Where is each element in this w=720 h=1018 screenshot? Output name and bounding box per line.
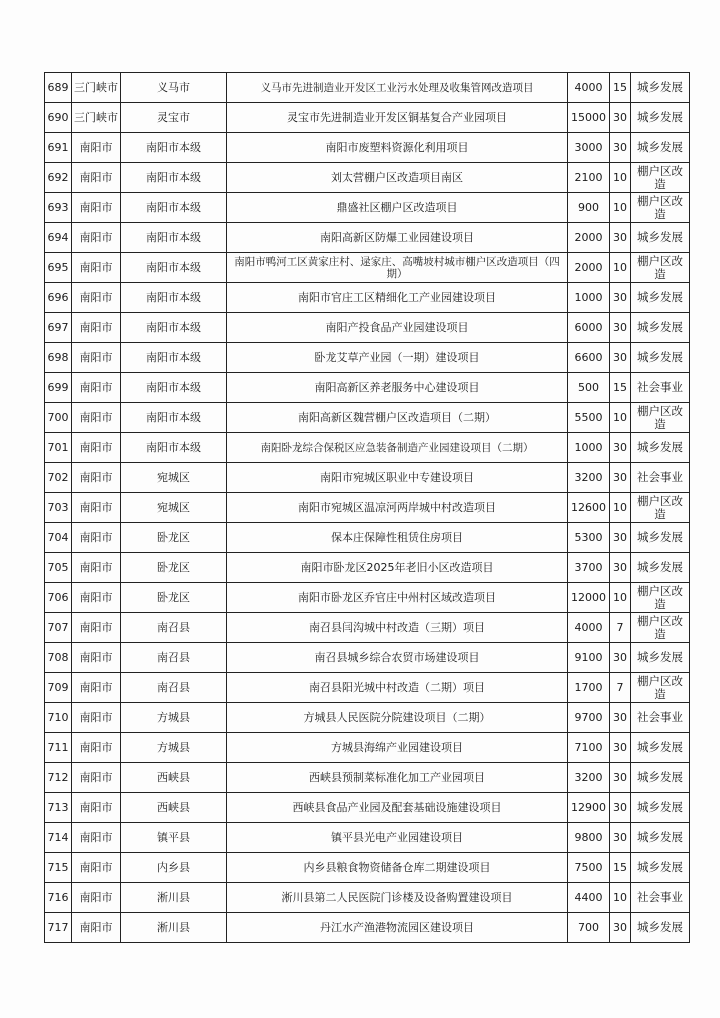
table-row: [45, 703, 690, 733]
city-cell: 南阳市: [72, 493, 121, 523]
city-cell: 南阳市: [72, 703, 121, 733]
term-years-cell: 30: [610, 703, 631, 733]
category-cell: 社会事业: [631, 463, 690, 493]
city-cell: 南阳市: [72, 403, 121, 433]
city-cell: 南阳市: [72, 313, 121, 343]
term-years-cell: 10: [610, 193, 631, 223]
table-row: [45, 793, 690, 823]
table-row: [45, 193, 690, 223]
project-name-cell: 南阳市卧龙区2025年老旧小区改造项目: [227, 553, 568, 583]
term-years-cell: 10: [610, 493, 631, 523]
city-cell: 南阳市: [72, 823, 121, 853]
category-cell: 社会事业: [631, 883, 690, 913]
term-years-cell: 15: [610, 373, 631, 403]
amount-cell: 7100: [568, 733, 610, 763]
project-name-cell: 南阳高新区魏营棚户区改造项目（二期）: [227, 403, 568, 433]
table-row: [45, 463, 690, 493]
city-cell: 南阳市: [72, 523, 121, 553]
category-cell: 城乡发展: [631, 763, 690, 793]
category-cell: 城乡发展: [631, 133, 690, 163]
project-name-cell: 南阳市鸭河工区黄家庄村、逯家庄、高嘴坡村城市棚户区改造项目（四期）: [227, 253, 568, 283]
term-years-cell: 10: [610, 883, 631, 913]
city-cell: 南阳市: [72, 733, 121, 763]
project-name-cell: 卧龙艾草产业园（一期）建设项目: [227, 343, 568, 373]
term-years-cell: 7: [610, 673, 631, 703]
row-number-cell: 692: [45, 163, 72, 193]
amount-cell: 12000: [568, 583, 610, 613]
city-cell: 南阳市: [72, 463, 121, 493]
project-name-cell: 内乡县粮食物资储备仓库二期建设项目: [227, 853, 568, 883]
amount-cell: 700: [568, 913, 610, 943]
project-name-cell: 灵宝市先进制造业开发区铜基复合产业园项目: [227, 103, 568, 133]
district-cell: 南召县: [121, 613, 227, 643]
table-row: [45, 493, 690, 523]
project-name-cell: 南召县阳光城中村改造（二期）项目: [227, 673, 568, 703]
category-cell: 城乡发展: [631, 913, 690, 943]
district-cell: 南召县: [121, 673, 227, 703]
district-cell: 南阳市本级: [121, 403, 227, 433]
project-name-cell: 南阳卧龙综合保税区应急装备制造产业园建设项目（二期）: [227, 433, 568, 463]
category-cell: 棚户区改造: [631, 253, 690, 283]
project-table-body: [45, 73, 690, 943]
row-number-cell: 708: [45, 643, 72, 673]
category-cell: 棚户区改造: [631, 613, 690, 643]
project-name-cell: 义马市先进制造业开发区工业污水处理及收集管网改造项目: [227, 73, 568, 103]
district-cell: 南阳市本级: [121, 223, 227, 253]
category-cell: 城乡发展: [631, 523, 690, 553]
project-name-cell: 南阳产投食品产业园建设项目: [227, 313, 568, 343]
term-years-cell: 10: [610, 163, 631, 193]
city-cell: 南阳市: [72, 343, 121, 373]
table-row: [45, 343, 690, 373]
city-cell: 南阳市: [72, 163, 121, 193]
row-number-cell: 689: [45, 73, 72, 103]
term-years-cell: 7: [610, 613, 631, 643]
district-cell: 南阳市本级: [121, 133, 227, 163]
table-row: [45, 913, 690, 943]
project-name-cell: 南阳市宛城区职业中专建设项目: [227, 463, 568, 493]
row-number-cell: 714: [45, 823, 72, 853]
table-row: [45, 163, 690, 193]
amount-cell: 900: [568, 193, 610, 223]
row-number-cell: 709: [45, 673, 72, 703]
category-cell: 棚户区改造: [631, 673, 690, 703]
amount-cell: 3200: [568, 763, 610, 793]
district-cell: 义马市: [121, 73, 227, 103]
city-cell: 南阳市: [72, 193, 121, 223]
project-name-cell: 鼎盛社区棚户区改造项目: [227, 193, 568, 223]
row-number-cell: 706: [45, 583, 72, 613]
amount-cell: 3200: [568, 463, 610, 493]
row-number-cell: 712: [45, 763, 72, 793]
amount-cell: 4400: [568, 883, 610, 913]
project-name-cell: 丹江水产渔港物流园区建设项目: [227, 913, 568, 943]
row-number-cell: 696: [45, 283, 72, 313]
amount-cell: 2100: [568, 163, 610, 193]
category-cell: 棚户区改造: [631, 403, 690, 433]
project-name-cell: 方城县人民医院分院建设项目（二期）: [227, 703, 568, 733]
project-name-cell: 南阳市宛城区温凉河两岸城中村改造项目: [227, 493, 568, 523]
district-cell: 南阳市本级: [121, 283, 227, 313]
city-cell: 南阳市: [72, 583, 121, 613]
district-cell: 卧龙区: [121, 523, 227, 553]
category-cell: 城乡发展: [631, 313, 690, 343]
district-cell: 南阳市本级: [121, 373, 227, 403]
term-years-cell: 10: [610, 583, 631, 613]
amount-cell: 1700: [568, 673, 610, 703]
row-number-cell: 691: [45, 133, 72, 163]
district-cell: 镇平县: [121, 823, 227, 853]
table-row: [45, 853, 690, 883]
project-name-cell: 保本庄保障性租赁住房项目: [227, 523, 568, 553]
project-name-cell: 南召县城乡综合农贸市场建设项目: [227, 643, 568, 673]
project-name-cell: 南召县闫沟城中村改造（三期）项目: [227, 613, 568, 643]
district-cell: 南阳市本级: [121, 193, 227, 223]
district-cell: 南召县: [121, 643, 227, 673]
district-cell: 南阳市本级: [121, 163, 227, 193]
table-row: [45, 433, 690, 463]
project-name-cell: 南阳市官庄工区精细化工产业园建设项目: [227, 283, 568, 313]
term-years-cell: 30: [610, 283, 631, 313]
amount-cell: 3000: [568, 133, 610, 163]
row-number-cell: 694: [45, 223, 72, 253]
district-cell: 西峡县: [121, 763, 227, 793]
district-cell: 南阳市本级: [121, 313, 227, 343]
city-cell: 南阳市: [72, 373, 121, 403]
city-cell: 南阳市: [72, 913, 121, 943]
term-years-cell: 10: [610, 253, 631, 283]
term-years-cell: 30: [610, 343, 631, 373]
category-cell: 城乡发展: [631, 283, 690, 313]
table-row: [45, 103, 690, 133]
amount-cell: 5500: [568, 403, 610, 433]
row-number-cell: 690: [45, 103, 72, 133]
district-cell: 卧龙区: [121, 553, 227, 583]
row-number-cell: 699: [45, 373, 72, 403]
term-years-cell: 30: [610, 103, 631, 133]
table-row: [45, 673, 690, 703]
table-row: [45, 613, 690, 643]
row-number-cell: 715: [45, 853, 72, 883]
city-cell: 南阳市: [72, 283, 121, 313]
row-number-cell: 695: [45, 253, 72, 283]
table-row: [45, 283, 690, 313]
project-name-cell: 西峡县食品产业园及配套基础设施建设项目: [227, 793, 568, 823]
amount-cell: 1000: [568, 433, 610, 463]
table-row: [45, 313, 690, 343]
category-cell: 城乡发展: [631, 433, 690, 463]
amount-cell: 4000: [568, 613, 610, 643]
row-number-cell: 710: [45, 703, 72, 733]
category-cell: 城乡发展: [631, 103, 690, 133]
amount-cell: 9800: [568, 823, 610, 853]
city-cell: 南阳市: [72, 613, 121, 643]
district-cell: 西峡县: [121, 793, 227, 823]
project-name-cell: 南阳市废塑料资源化利用项目: [227, 133, 568, 163]
term-years-cell: 30: [610, 913, 631, 943]
amount-cell: 7500: [568, 853, 610, 883]
row-number-cell: 701: [45, 433, 72, 463]
category-cell: 城乡发展: [631, 73, 690, 103]
category-cell: 棚户区改造: [631, 163, 690, 193]
project-name-cell: 镇平县光电产业园建设项目: [227, 823, 568, 853]
district-cell: 宛城区: [121, 493, 227, 523]
project-name-cell: 西峡县预制菜标准化加工产业园项目: [227, 763, 568, 793]
project-name-cell: 南阳高新区防爆工业园建设项目: [227, 223, 568, 253]
project-name-cell: 南阳高新区养老服务中心建设项目: [227, 373, 568, 403]
term-years-cell: 30: [610, 223, 631, 253]
row-number-cell: 704: [45, 523, 72, 553]
city-cell: 南阳市: [72, 133, 121, 163]
term-years-cell: 30: [610, 733, 631, 763]
row-number-cell: 703: [45, 493, 72, 523]
term-years-cell: 30: [610, 523, 631, 553]
row-number-cell: 700: [45, 403, 72, 433]
row-number-cell: 705: [45, 553, 72, 583]
term-years-cell: 30: [610, 643, 631, 673]
term-years-cell: 30: [610, 133, 631, 163]
amount-cell: 2000: [568, 223, 610, 253]
category-cell: 城乡发展: [631, 343, 690, 373]
project-name-cell: 方城县海绵产业园建设项目: [227, 733, 568, 763]
row-number-cell: 702: [45, 463, 72, 493]
amount-cell: 1000: [568, 283, 610, 313]
city-cell: 南阳市: [72, 253, 121, 283]
category-cell: 城乡发展: [631, 643, 690, 673]
amount-cell: 12600: [568, 493, 610, 523]
category-cell: 棚户区改造: [631, 493, 690, 523]
district-cell: 宛城区: [121, 463, 227, 493]
term-years-cell: 15: [610, 73, 631, 103]
city-cell: 南阳市: [72, 853, 121, 883]
category-cell: 城乡发展: [631, 853, 690, 883]
city-cell: 南阳市: [72, 643, 121, 673]
district-cell: 南阳市本级: [121, 253, 227, 283]
term-years-cell: 30: [610, 313, 631, 343]
table-row: [45, 223, 690, 253]
category-cell: 棚户区改造: [631, 193, 690, 223]
table-row: [45, 73, 690, 103]
city-cell: 三门峡市: [72, 73, 121, 103]
amount-cell: 15000: [568, 103, 610, 133]
amount-cell: 4000: [568, 73, 610, 103]
amount-cell: 5300: [568, 523, 610, 553]
row-number-cell: 693: [45, 193, 72, 223]
row-number-cell: 711: [45, 733, 72, 763]
term-years-cell: 30: [610, 763, 631, 793]
category-cell: 城乡发展: [631, 823, 690, 853]
row-number-cell: 713: [45, 793, 72, 823]
table-row: [45, 253, 690, 283]
project-table: [44, 72, 690, 943]
district-cell: 南阳市本级: [121, 343, 227, 373]
amount-cell: 2000: [568, 253, 610, 283]
city-cell: 南阳市: [72, 223, 121, 253]
table-row: [45, 823, 690, 853]
amount-cell: 6600: [568, 343, 610, 373]
category-cell: 社会事业: [631, 373, 690, 403]
district-cell: 南阳市本级: [121, 433, 227, 463]
city-cell: 南阳市: [72, 883, 121, 913]
term-years-cell: 30: [610, 823, 631, 853]
term-years-cell: 15: [610, 853, 631, 883]
district-cell: 内乡县: [121, 853, 227, 883]
table-row: [45, 373, 690, 403]
project-name-cell: 南阳市卧龙区乔官庄中州村区域改造项目: [227, 583, 568, 613]
district-cell: 方城县: [121, 733, 227, 763]
table-row: [45, 643, 690, 673]
amount-cell: 3700: [568, 553, 610, 583]
category-cell: 城乡发展: [631, 793, 690, 823]
city-cell: 南阳市: [72, 673, 121, 703]
district-cell: 方城县: [121, 703, 227, 733]
district-cell: 淅川县: [121, 883, 227, 913]
term-years-cell: 30: [610, 433, 631, 463]
table-row: [45, 583, 690, 613]
district-cell: 卧龙区: [121, 583, 227, 613]
table-row: [45, 763, 690, 793]
row-number-cell: 698: [45, 343, 72, 373]
table-row: [45, 733, 690, 763]
row-number-cell: 707: [45, 613, 72, 643]
amount-cell: 500: [568, 373, 610, 403]
term-years-cell: 30: [610, 463, 631, 493]
project-name-cell: 刘太营棚户区改造项目南区: [227, 163, 568, 193]
table-row: [45, 403, 690, 433]
city-cell: 南阳市: [72, 763, 121, 793]
city-cell: 南阳市: [72, 793, 121, 823]
category-cell: 社会事业: [631, 703, 690, 733]
district-cell: 淅川县: [121, 913, 227, 943]
table-row: [45, 553, 690, 583]
term-years-cell: 30: [610, 553, 631, 583]
amount-cell: 12900: [568, 793, 610, 823]
city-cell: 南阳市: [72, 553, 121, 583]
row-number-cell: 697: [45, 313, 72, 343]
city-cell: 三门峡市: [72, 103, 121, 133]
category-cell: 城乡发展: [631, 223, 690, 253]
term-years-cell: 10: [610, 403, 631, 433]
category-cell: 棚户区改造: [631, 583, 690, 613]
table-row: [45, 523, 690, 553]
row-number-cell: 717: [45, 913, 72, 943]
amount-cell: 6000: [568, 313, 610, 343]
city-cell: 南阳市: [72, 433, 121, 463]
amount-cell: 9100: [568, 643, 610, 673]
table-row: [45, 133, 690, 163]
project-name-cell: 淅川县第二人民医院门诊楼及设备购置建设项目: [227, 883, 568, 913]
amount-cell: 9700: [568, 703, 610, 733]
category-cell: 城乡发展: [631, 733, 690, 763]
table-row: [45, 883, 690, 913]
row-number-cell: 716: [45, 883, 72, 913]
district-cell: 灵宝市: [121, 103, 227, 133]
category-cell: 城乡发展: [631, 553, 690, 583]
term-years-cell: 30: [610, 793, 631, 823]
